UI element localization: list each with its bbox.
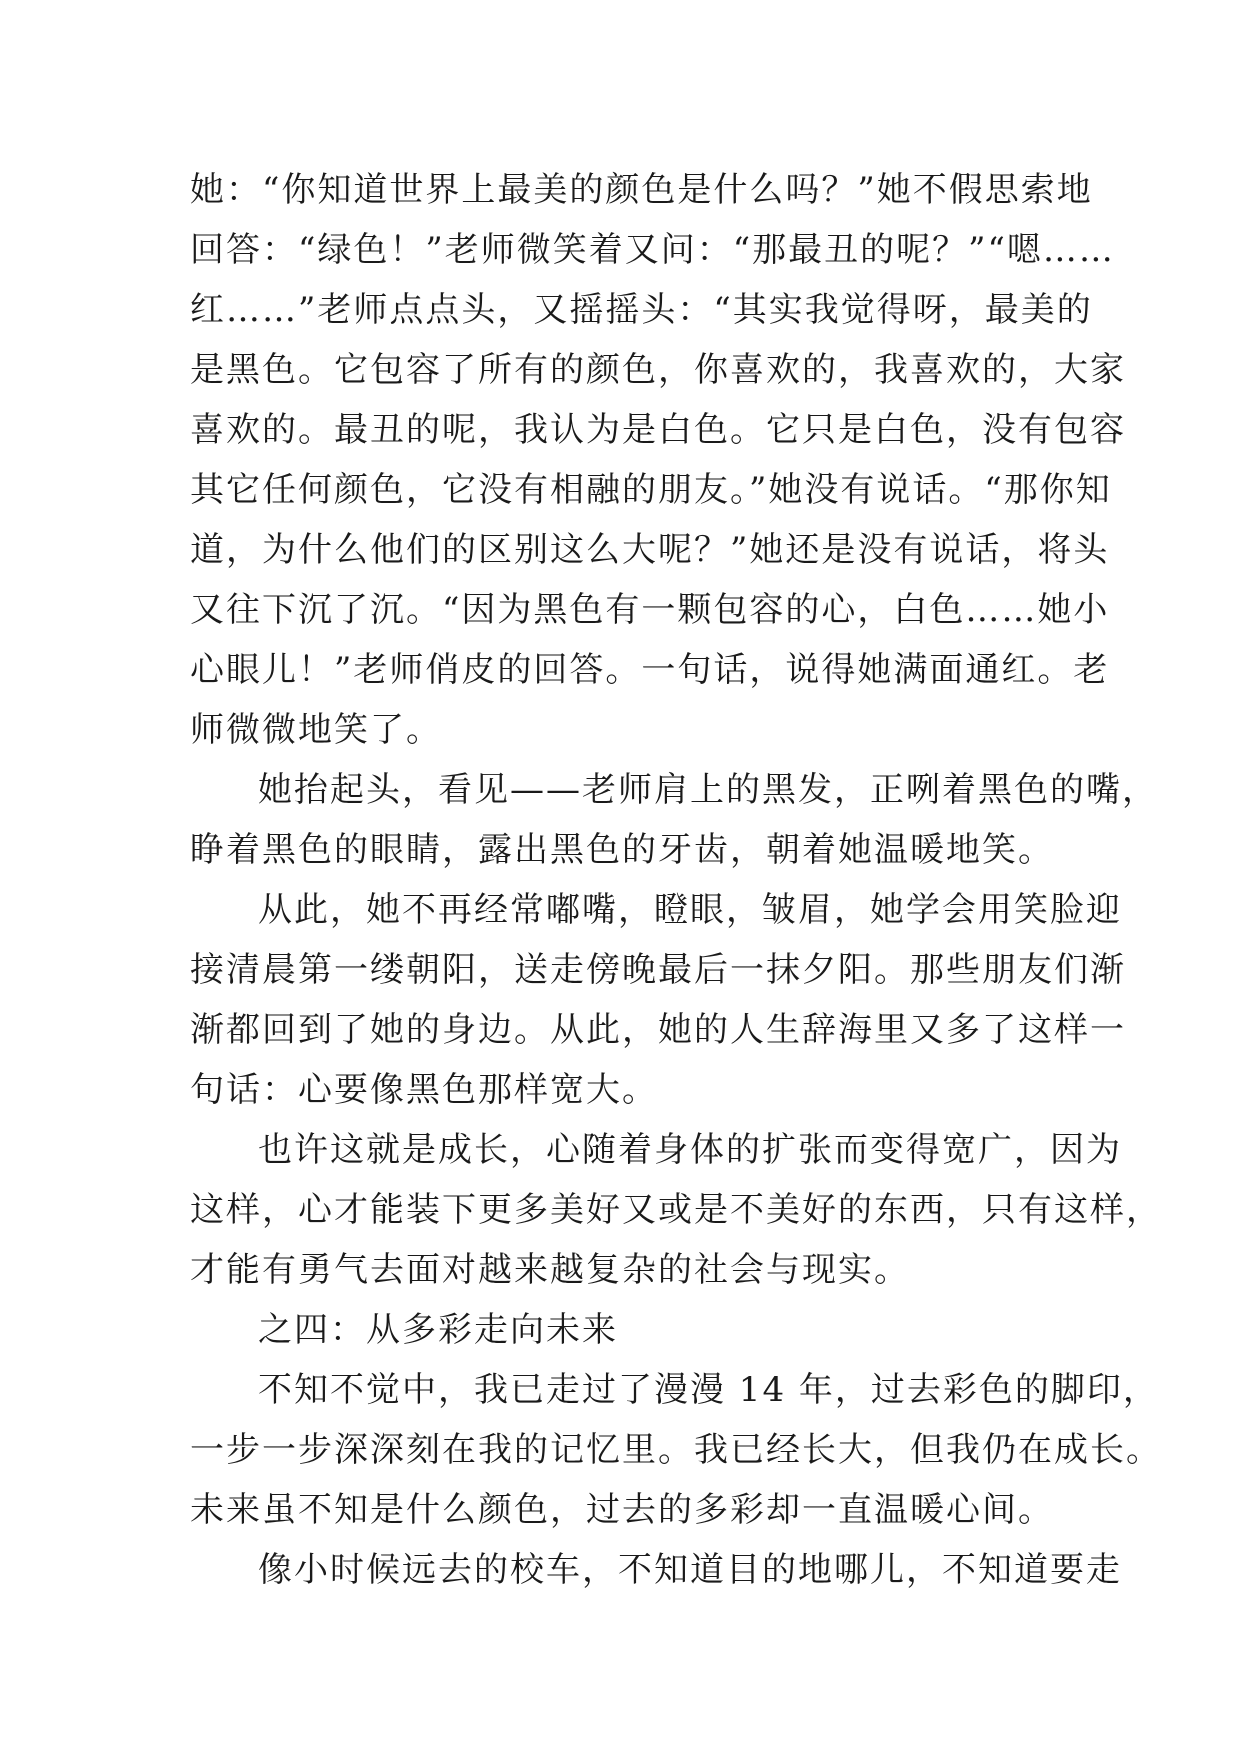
text-line: 是黑色。它包容了所有的颜色，你喜欢的，我喜欢的，大家 <box>190 350 1126 390</box>
text-line: 她：“你知道世界上最美的颜色是什么吗？”她不假思索地 <box>190 170 1093 210</box>
text-line: 她抬起头，看见——老师肩上的黑发，正咧着黑色的嘴， <box>258 770 1158 810</box>
text-line: 接清晨第一缕朝阳，送走傍晚最后一抹夕阳。那些朋友们渐 <box>190 950 1126 990</box>
text-line: 师微微地笑了。 <box>190 710 442 750</box>
text-line: 又往下沉了沉。“因为黑色有一颗包容的心，白色……她小 <box>190 590 1110 630</box>
text-line: 回答：“绿色！”老师微笑着又问：“那最丑的呢？”“嗯…… <box>190 230 1115 270</box>
text-line: 红……”老师点点头，又摇摇头：“其实我觉得呀，最美的 <box>190 290 1093 330</box>
text-line: 这样，心才能装下更多美好又或是不美好的东西，只有这样， <box>190 1190 1162 1230</box>
text-line: 渐都回到了她的身边。从此，她的人生辞海里又多了这样一 <box>190 1010 1126 1050</box>
text-line: 也许这就是成长，心随着身体的扩张而变得宽广，因为 <box>258 1130 1122 1170</box>
text-line: 未来虽不知是什么颜色，过去的多彩却一直温暖心间。 <box>190 1490 1054 1530</box>
section-heading: 之四：从多彩走向未来 <box>258 1310 618 1350</box>
body-text <box>190 160 1162 1600</box>
text-line: 句话：心要像黑色那样宽大。 <box>190 1070 658 1110</box>
text-line: 道，为什么他们的区别这么大呢？”她还是没有说话，将头 <box>190 530 1110 570</box>
text-line: 其它任何颜色，它没有相融的朋友。”她没有说话。“那你知 <box>190 470 1112 510</box>
text-line: 像小时候远去的校车，不知道目的地哪儿，不知道要走 <box>258 1550 1122 1590</box>
text-line: 睁着黑色的眼睛，露出黑色的牙齿，朝着她温暖地笑。 <box>190 830 1054 870</box>
text-line: 一步一步深深刻在我的记忆里。我已经长大，但我仍在成长。 <box>190 1430 1162 1470</box>
text-line: 才能有勇气去面对越来越复杂的社会与现实。 <box>190 1250 910 1290</box>
text-line: 喜欢的。最丑的呢，我认为是白色。它只是白色，没有包容 <box>190 410 1126 450</box>
text-line: 从此，她不再经常嘟嘴，瞪眼，皱眉，她学会用笑脸迎 <box>258 890 1122 930</box>
text-line: 心眼儿！”老师俏皮的回答。一句话，说得她满面通红。老 <box>190 650 1110 690</box>
text-line: 不知不觉中，我已走过了漫漫 14 年，过去彩色的脚印， <box>258 1370 1159 1410</box>
